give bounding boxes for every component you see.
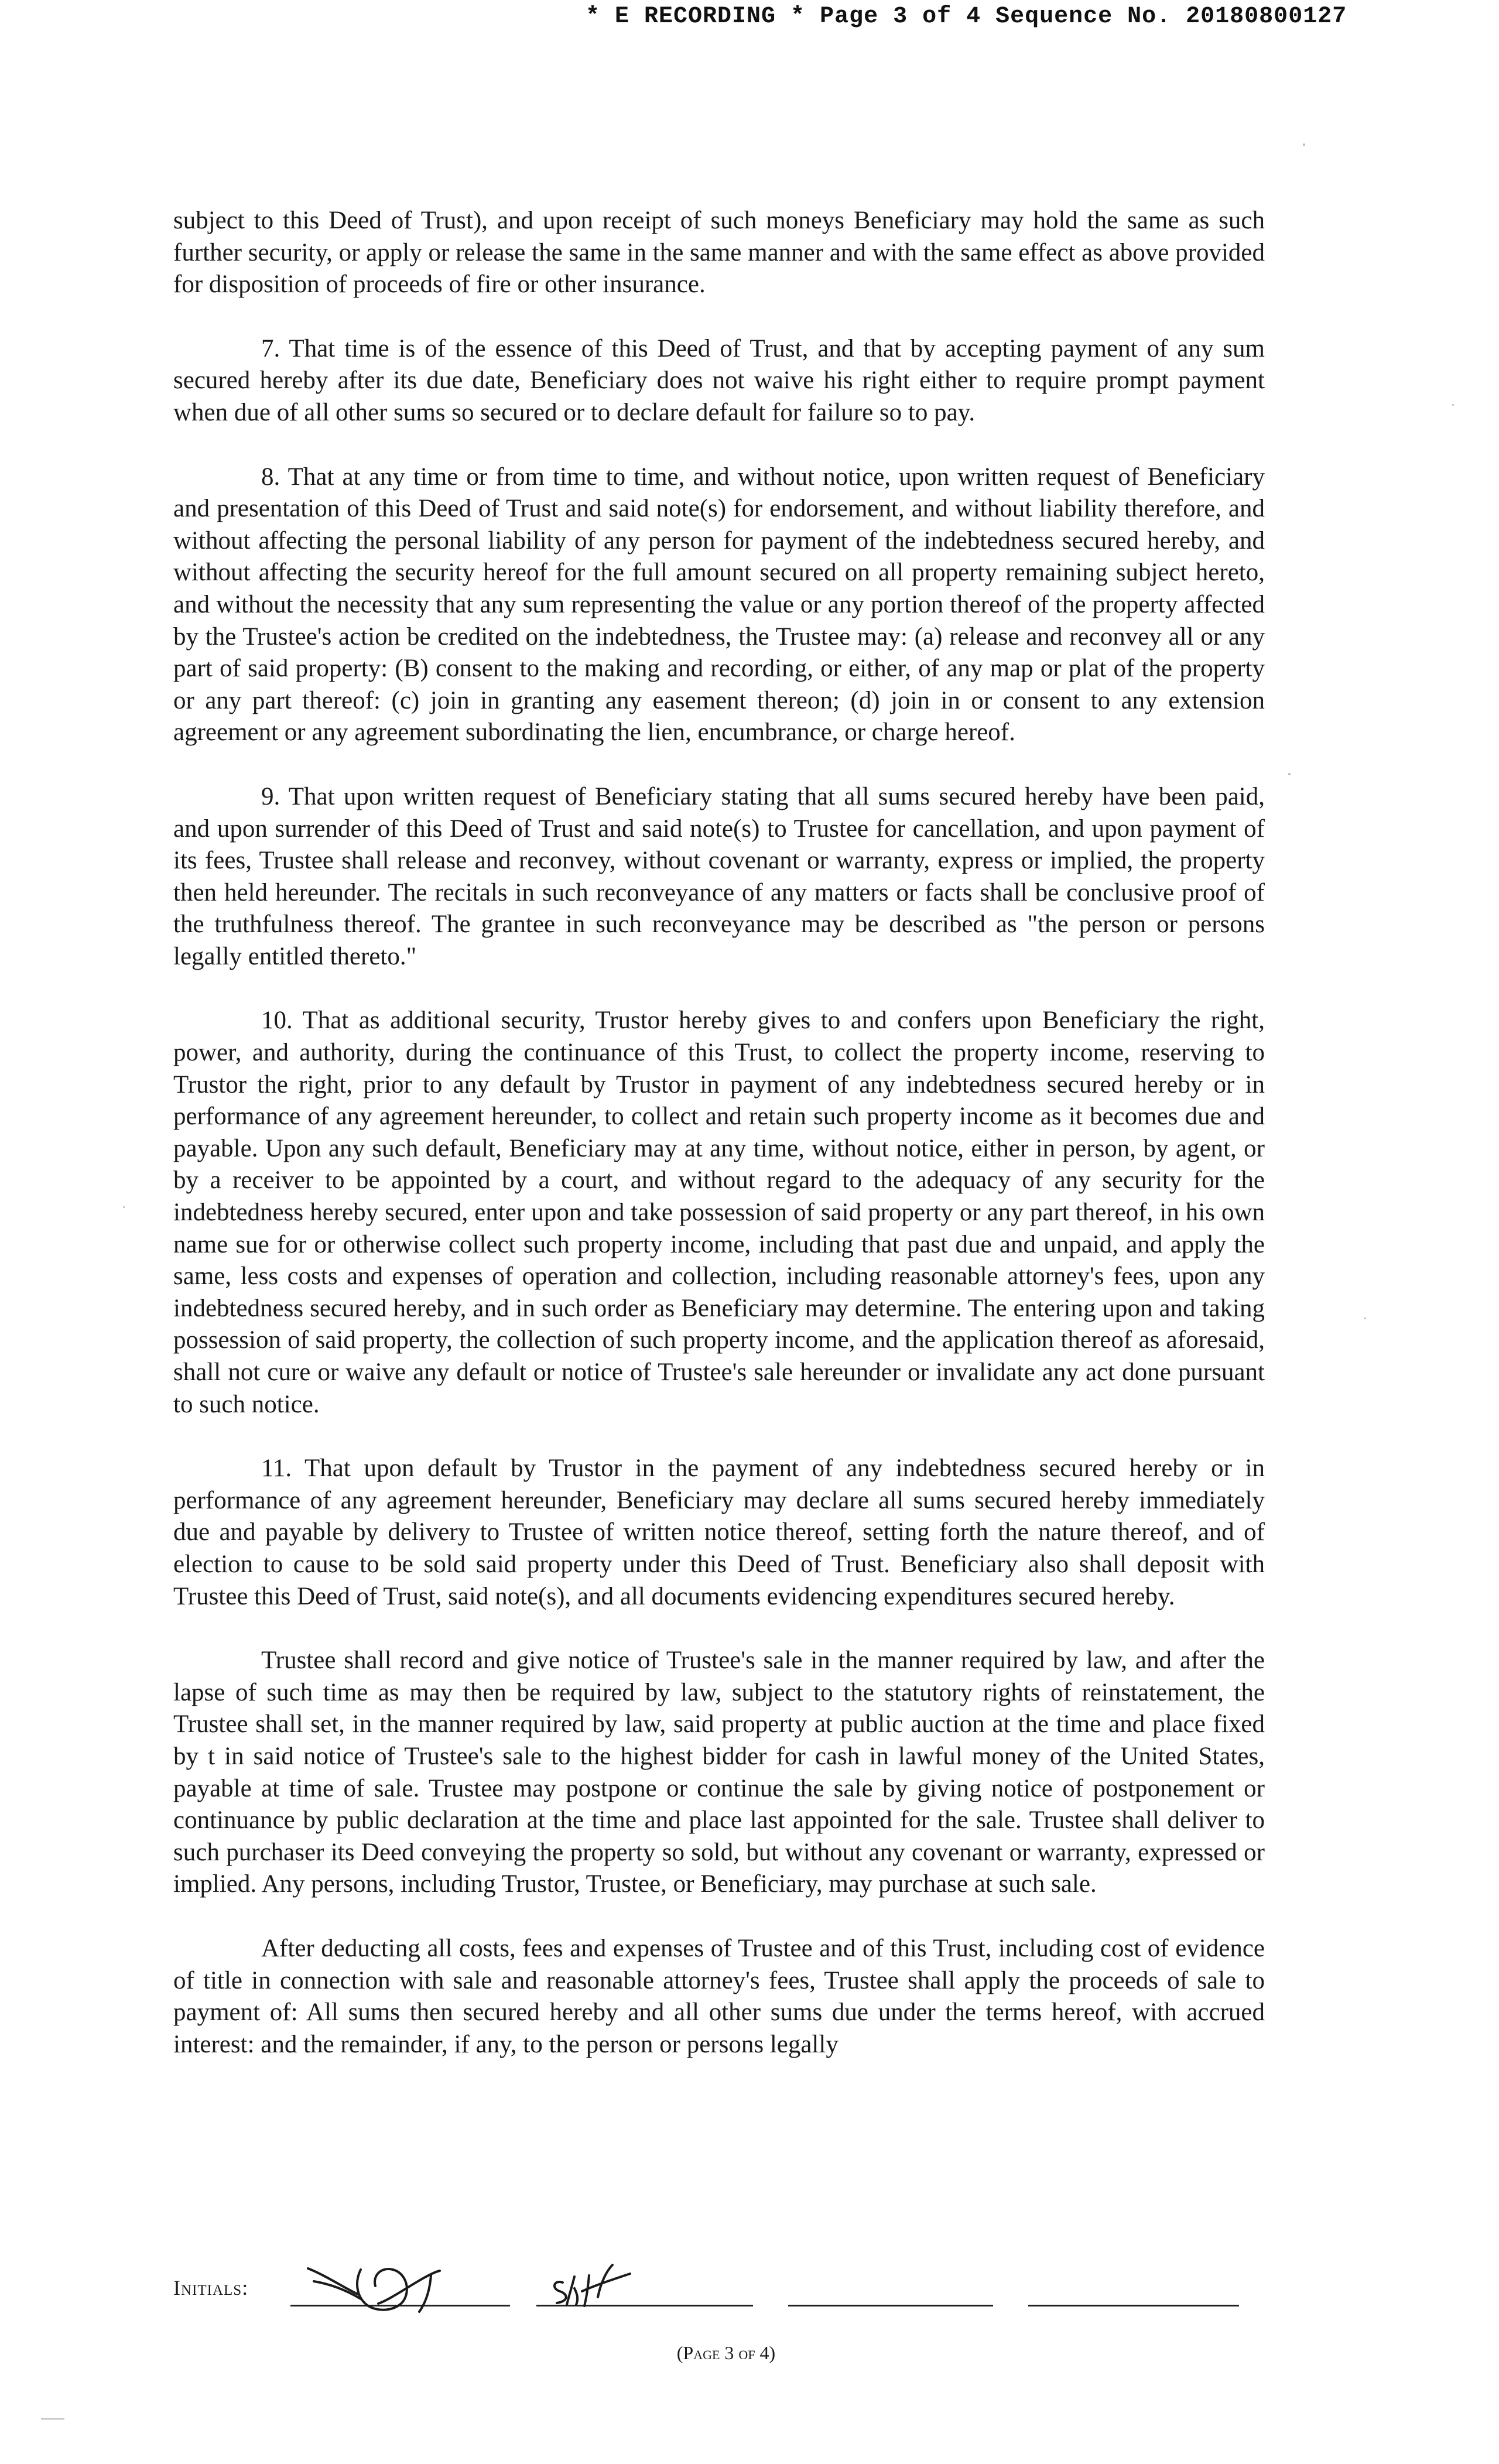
document-body	[173, 205, 1265, 2061]
paragraph-9: 9. That upon written request of Beneficiary stating that all sums secured hereby have been paid, and upon surrender of this Deed of Trust and said note(s) to Trustee for cancellation, and upon payment of its fees, Trustee shall release and reconvey, without covenant or warranty, express or implied, the property then held hereunder. The recitals in such reconveyance of any matters or facts shall be conclusive proof of the truthfulness thereof. The grantee in such reconveyance may be described as "the person or persons legally entitled thereto."	[173, 782, 1265, 970]
handwritten-initials-2	[542, 2259, 659, 2312]
initials-row	[173, 2258, 1274, 2316]
handwritten-initials-1	[290, 2258, 513, 2316]
paragraph-proceeds: After deducting all costs, fees and expenses of Trustee and of this Trust, including cost of evidence of title in connection with sale and reasonable attorney's fees, Trustee shall apply the proceeds of sale to payment of: All sums then secured hereby and all other sums due under the terms hereof, with accrued interest: and the remainder, if any, to the person or persons legally	[173, 1934, 1265, 2058]
scan-speck	[1288, 773, 1291, 775]
scan-speck	[41, 2418, 64, 2419]
initials-line-3	[788, 2305, 993, 2306]
paragraph-7: 7. That time is of the essence of this Deed of Trust, and that by accepting payment of any sum secured hereby after its due date, Beneficiary does not waive his right either to require prompt payment when due of all other sums so secured or to declare default for failure so to pay.	[173, 334, 1265, 426]
paragraph-10: 10. That as additional security, Trustor hereby gives to and confers upon Beneficiary the right, power, and authority, during the continuance of this Trust, to collect the property income, reserving to Trustor the right, prior to any default by Trustor in payment of any indebtedness secured hereby or in performance of any agreement hereunder, to collect and retain such property income as it becomes due and payable. Upon any such default, Beneficiary may at any time, without notice, either in person, by agent, or by a receiver to be appointed by a court, and without regard to the adequacy of any security for the indebtedness hereby secured, enter upon and take possession of said property or any part thereof, in his own name sue for or otherwise collect such property income, including that past due and unpaid, and apply the same, less costs and expenses of operation and collection, including reasonable attorney's fees, upon any indebtedness secured hereby, and in such order as Beneficiary may determine. The entering upon and taking possession of said property, the collection of such property income, and the application thereof as aforesaid, shall not cure or waive any default or notice of Trustee's sale hereunder or invalidate any act done pursuant to such notice.	[173, 1007, 1265, 1418]
paragraph-continuation: subject to this Deed of Trust), and upon receipt of such moneys Beneficiary may hold the same as such further security, or apply or release the same in the same manner and with the same effect as above provided for disposition of proceeds of fire or other insurance.	[173, 207, 1265, 299]
scan-speck	[1452, 404, 1454, 406]
scan-speck	[123, 1206, 125, 1208]
initials-label: Initials:	[173, 2276, 249, 2299]
paragraph-8: 8. That at any time or from time to time, and without notice, upon written request of Beneficiary and presentation of this Deed of Trust and said note(s) for endorsement, and without liability therefore, and without affecting the personal liability of any person for payment of the indebtedness secured hereby, and without affecting the security hereof for the full amount secured on all property remaining subject hereto, and without the necessity that any sum representing the value or any portion thereof of the property affected by the Trustee's action be credited on the indebtedness, the Trustee may: (a) release and reconvey all or any part of said property: (B) consent to the making and recording, or either, of any map or plat of the property or any part thereof: (c) join in granting any easement thereon; (d) join in or consent to any extension agreement or any agreement subordinating the lien, encumbrance, or charge hereof.	[173, 463, 1265, 747]
initials-line-4	[1028, 2305, 1239, 2306]
paragraph-trustee-sale: Trustee shall record and give notice of Trustee's sale in the manner required by law, and after the lapse of such time as may then be required by law, subject to the statutory rights of reinstatement, the Trustee shall set, in the manner required by law, said property at public auction at the time and place fixed by t in said notice of Trustee's sale to the highest bidder for cash in lawful money of the United States, payable at time of sale. Trustee may postpone or continue the sale by giving notice of postponement or continuance by public declaration at the time and place last appointed for the sale. Trustee shall deliver to such purchaser its Deed conveying the property so sold, but without any covenant or warranty, expressed or implied. Any persons, including Trustor, Trustee, or Beneficiary, may purchase at such sale.	[173, 1647, 1265, 1898]
scan-speck	[1364, 1317, 1366, 1319]
scan-speck	[1303, 143, 1305, 146]
paragraph-11: 11. That upon default by Trustor in the payment of any indebtedness secured hereby or in performance of any agreement hereunder, Beneficiary may declare all sums secured hereby immediately due and payable by delivery to Trustee of written notice thereof, setting forth the nature thereof, and of election to cause to be sold said property under this Deed of Trust. Beneficiary also shall deposit with Trustee this Deed of Trust, said note(s), and all documents evidencing expenditures secured hereby.	[173, 1455, 1265, 1610]
recording-header: * E RECORDING * Page 3 of 4 Sequence No. 20180800127	[586, 4, 1347, 30]
page-number-footer: (Page 3 of 4)	[676, 2342, 776, 2363]
